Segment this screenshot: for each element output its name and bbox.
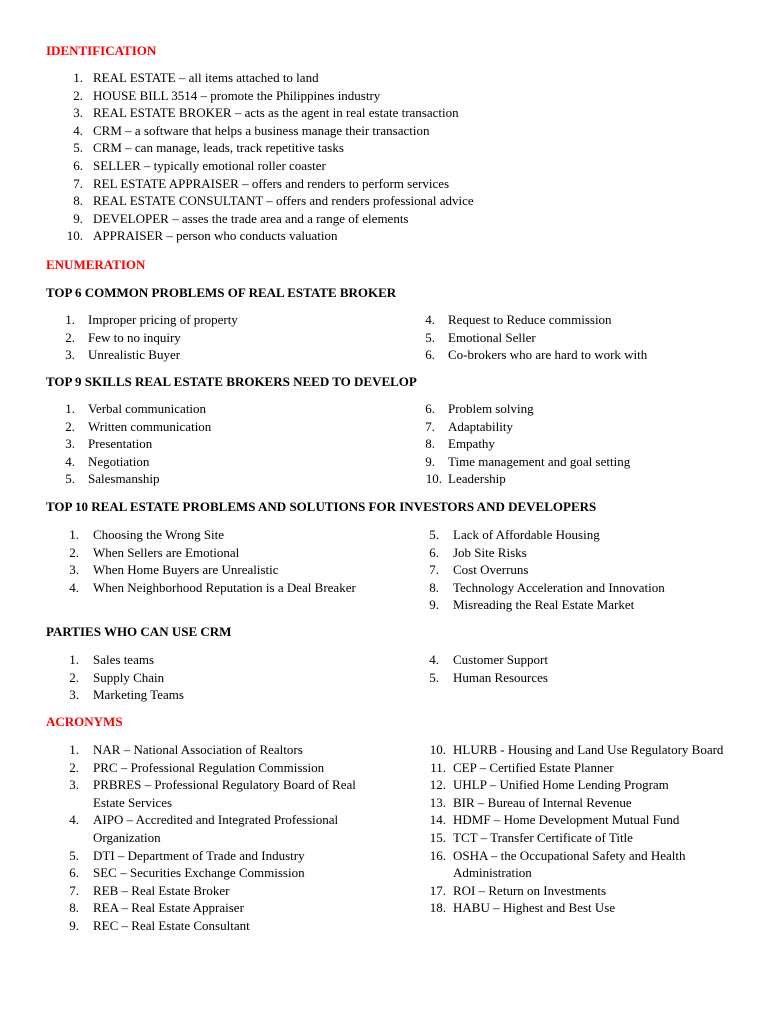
list-text: HDMF – Home Development Mutual Fund	[453, 812, 680, 828]
list-number: 5.	[69, 847, 79, 863]
list-text: Few to no inquiry	[88, 329, 181, 345]
list-number: 9.	[429, 597, 439, 613]
list-number: 9.	[69, 917, 79, 933]
list-text: Co-brokers who are hard to work with	[448, 347, 648, 363]
list-item	[422, 346, 752, 364]
list-text: Written communication	[88, 418, 212, 434]
list-text: HOUSE BILL 3514 – promote the Philippines industry	[93, 87, 381, 103]
list-item	[66, 104, 496, 122]
list-number: 10.	[66, 228, 83, 244]
list-number: 3.	[69, 777, 79, 793]
crm-list-right	[426, 651, 756, 686]
list-text: SELLER – typically emotional roller coaster	[93, 157, 326, 173]
list-item	[426, 811, 726, 829]
list-text: Customer Support	[453, 652, 548, 667]
list-number: 4.	[429, 652, 439, 667]
list-number: 2.	[69, 544, 79, 560]
list-item	[66, 579, 361, 597]
list-number: 3.	[69, 687, 79, 703]
list-text: Lack of Affordable Housing	[453, 527, 600, 542]
list-item	[66, 175, 496, 193]
list-number: 2.	[65, 418, 75, 434]
list-item	[66, 210, 496, 228]
list-text: Cost Overruns	[453, 562, 529, 578]
list-text: CEP – Certified Estate Planner	[453, 759, 614, 775]
list-text: OSHA – the Occupational Safety and Health Administration	[453, 847, 686, 881]
list-item	[426, 882, 726, 900]
list-number: 8.	[73, 193, 83, 209]
list-number: 1.	[65, 401, 75, 416]
list-text: Marketing Teams	[93, 687, 184, 703]
list-item	[66, 526, 361, 544]
list-text: HABU – Highest and Best Use	[453, 900, 616, 916]
list-number: 11.	[430, 759, 446, 775]
list-number: 7.	[73, 175, 83, 191]
list-item	[426, 847, 726, 882]
list-text: Empathy	[448, 436, 495, 452]
list-number: 16.	[429, 847, 446, 863]
list-number: 2.	[65, 329, 75, 345]
list-number: 5.	[65, 471, 75, 487]
list-item	[426, 776, 726, 794]
list-text: Adaptability	[448, 418, 513, 434]
list-number: 15.	[429, 829, 446, 845]
list-text: HLURB - Housing and Land Use Regulatory Board	[453, 742, 724, 757]
acronyms-heading: ACRONYMS	[46, 714, 123, 729]
list-number: 9.	[73, 210, 83, 226]
list-number: 3.	[65, 347, 75, 363]
list-number: 4.	[425, 312, 435, 327]
list-text: UHLP – Unified Home Lending Program	[453, 777, 669, 793]
list-number: 3.	[73, 105, 83, 121]
list-item	[66, 544, 361, 562]
list-item	[66, 157, 496, 175]
skills-title: TOP 9 SKILLS REAL ESTATE BROKERS NEED TO DEVELOP	[46, 374, 417, 389]
list-number: 18.	[429, 900, 446, 916]
list-number: 10.	[425, 471, 442, 487]
list-text: When Neighborhood Reputation is a Deal Breaker	[93, 579, 356, 595]
list-text: REL ESTATE APPRAISER – offers and renders to perform services	[93, 175, 450, 191]
list-number: 3.	[69, 562, 79, 578]
list-item	[66, 686, 361, 704]
acronyms-list-left	[66, 741, 366, 935]
list-number: 8.	[429, 579, 439, 595]
crm-list-left	[66, 651, 361, 704]
list-item	[422, 418, 752, 436]
list-item	[426, 741, 726, 759]
list-number: 4.	[73, 122, 83, 138]
list-text: Job Site Risks	[453, 544, 527, 560]
list-item	[66, 864, 366, 882]
list-number: 1.	[69, 527, 79, 542]
list-item	[426, 829, 726, 847]
list-text: Leadership	[448, 471, 506, 487]
list-item	[66, 882, 366, 900]
list-text: NAR – National Association of Realtors	[93, 742, 303, 757]
list-item	[66, 669, 361, 687]
list-number: 6.	[425, 401, 435, 416]
list-text: Misreading the Real Estate Market	[453, 597, 635, 613]
enumeration-heading: ENUMERATION	[46, 257, 146, 272]
list-item	[66, 561, 361, 579]
list-number: 13.	[429, 794, 446, 810]
list-item	[62, 329, 382, 347]
list-number: 2.	[73, 87, 83, 103]
list-item	[426, 596, 756, 614]
list-item	[422, 470, 752, 488]
list-item	[66, 899, 366, 917]
list-number: 1.	[73, 70, 83, 85]
list-number: 1.	[69, 742, 79, 757]
list-text: Emotional Seller	[448, 329, 536, 345]
list-number: 6.	[69, 865, 79, 881]
list-text: REAL ESTATE CONSULTANT – offers and renders professional advice	[93, 193, 474, 209]
list-item	[426, 526, 756, 544]
list-number: 1.	[69, 652, 79, 667]
list-item	[66, 917, 366, 935]
list-number: 12.	[429, 777, 446, 793]
list-text: Presentation	[88, 436, 153, 452]
list-item	[66, 192, 496, 210]
list-item	[66, 87, 496, 105]
list-text: DEVELOPER – asses the trade area and a range of elements	[93, 210, 409, 226]
list-item	[62, 400, 382, 418]
problems-list-left	[62, 311, 382, 364]
list-number: 5.	[73, 140, 83, 156]
list-number: 5.	[429, 669, 439, 685]
list-text: SEC – Securities Exchange Commission	[93, 865, 305, 881]
list-number: 6.	[429, 544, 439, 560]
list-text: When Sellers are Emotional	[93, 544, 240, 560]
list-text: Problem solving	[448, 401, 534, 416]
list-item	[422, 311, 752, 329]
solutions-list-right	[426, 526, 756, 614]
crm-title: PARTIES WHO CAN USE CRM	[46, 624, 232, 639]
list-item	[426, 669, 756, 687]
list-text: DTI – Department of Trade and Industry	[93, 847, 305, 863]
list-text: REB – Real Estate Broker	[93, 882, 230, 898]
list-number: 10.	[429, 742, 446, 757]
list-item	[66, 776, 366, 811]
list-number: 7.	[429, 562, 439, 578]
list-text: CRM – a software that helps a business manage their transaction	[93, 122, 430, 138]
list-item	[426, 759, 726, 777]
list-number: 4.	[69, 579, 79, 595]
list-text: Request to Reduce commission	[448, 312, 612, 327]
list-text: Improper pricing of property	[88, 312, 238, 327]
list-item	[62, 435, 382, 453]
list-text: PRC – Professional Regulation Commission	[93, 759, 325, 775]
list-item	[426, 899, 726, 917]
problems-list-right	[422, 311, 752, 364]
list-number: 3.	[65, 436, 75, 452]
list-text: AIPO – Accredited and Integrated Professional Organization	[93, 812, 339, 845]
list-text: CRM – can manage, leads, track repetitive tasks	[93, 140, 344, 156]
list-text: REAL ESTATE BROKER – acts as the agent in real estate transaction	[93, 105, 459, 121]
list-item	[422, 400, 752, 418]
list-text: ROI – Return on Investments	[453, 882, 607, 898]
list-text: APPRAISER – person who conducts valuation	[93, 228, 338, 244]
list-number: 8.	[425, 436, 435, 452]
list-item	[66, 122, 496, 140]
problems-title: TOP 6 COMMON PROBLEMS OF REAL ESTATE BROKER	[46, 285, 397, 300]
list-item	[66, 139, 496, 157]
list-item	[62, 453, 382, 471]
list-number: 6.	[425, 347, 435, 363]
list-text: Supply Chain	[93, 669, 165, 685]
list-number: 6.	[73, 157, 83, 173]
list-item	[422, 435, 752, 453]
list-text: When Home Buyers are Unrealistic	[93, 562, 279, 578]
list-item	[426, 544, 756, 562]
list-text: Negotiation	[88, 453, 150, 469]
list-number: 2.	[69, 669, 79, 685]
list-item	[66, 741, 366, 759]
list-item	[62, 311, 382, 329]
list-text: REAL ESTATE – all items attached to land	[93, 70, 319, 85]
list-item	[66, 69, 496, 87]
list-number: 5.	[429, 527, 439, 542]
list-text: PRBRES – Professional Regulatory Board of Real Estate Services	[93, 777, 356, 810]
list-item	[426, 561, 756, 579]
list-text: Verbal communication	[88, 401, 207, 416]
identification-heading: IDENTIFICATION	[46, 43, 157, 58]
list-text: BIR – Bureau of Internal Revenue	[453, 794, 632, 810]
list-text: REC – Real Estate Consultant	[93, 917, 250, 933]
list-item	[62, 470, 382, 488]
solutions-list-left	[66, 526, 361, 596]
list-number: 7.	[425, 418, 435, 434]
list-item	[66, 651, 361, 669]
list-number: 4.	[65, 453, 75, 469]
list-text: Time management and goal setting	[448, 453, 631, 469]
solutions-title: TOP 10 REAL ESTATE PROBLEMS AND SOLUTIONS FOR INVESTORS AND DEVELOPERS	[46, 499, 597, 514]
list-number: 14.	[429, 812, 446, 828]
list-item	[66, 847, 366, 865]
list-text: REA – Real Estate Appraiser	[93, 900, 244, 916]
list-item	[422, 329, 752, 347]
list-text: Technology Acceleration and Innovation	[453, 579, 665, 595]
list-item	[422, 453, 752, 471]
acronyms-list-right	[426, 741, 726, 917]
list-number: 17.	[429, 882, 446, 898]
list-item	[62, 418, 382, 436]
skills-list-left	[62, 400, 382, 488]
list-text: Human Resources	[453, 669, 548, 685]
list-text: Choosing the Wrong Site	[93, 527, 225, 542]
list-text: Unrealistic Buyer	[88, 347, 181, 363]
list-item	[66, 227, 496, 245]
list-text: TCT – Transfer Certificate of Title	[453, 829, 633, 845]
list-text: Salesmanship	[88, 471, 160, 487]
list-item	[62, 346, 382, 364]
list-text: Sales teams	[93, 652, 155, 667]
identification-list	[66, 69, 496, 245]
list-number: 8.	[69, 900, 79, 916]
list-number: 4.	[69, 812, 79, 828]
list-number: 9.	[425, 453, 435, 469]
list-number: 7.	[69, 882, 79, 898]
list-item	[426, 794, 726, 812]
skills-list-right	[422, 400, 752, 488]
list-item	[426, 651, 756, 669]
list-number: 5.	[425, 329, 435, 345]
list-item	[426, 579, 756, 597]
list-item	[66, 759, 366, 777]
list-number: 2.	[69, 759, 79, 775]
list-number: 1.	[65, 312, 75, 327]
list-item	[66, 811, 366, 846]
